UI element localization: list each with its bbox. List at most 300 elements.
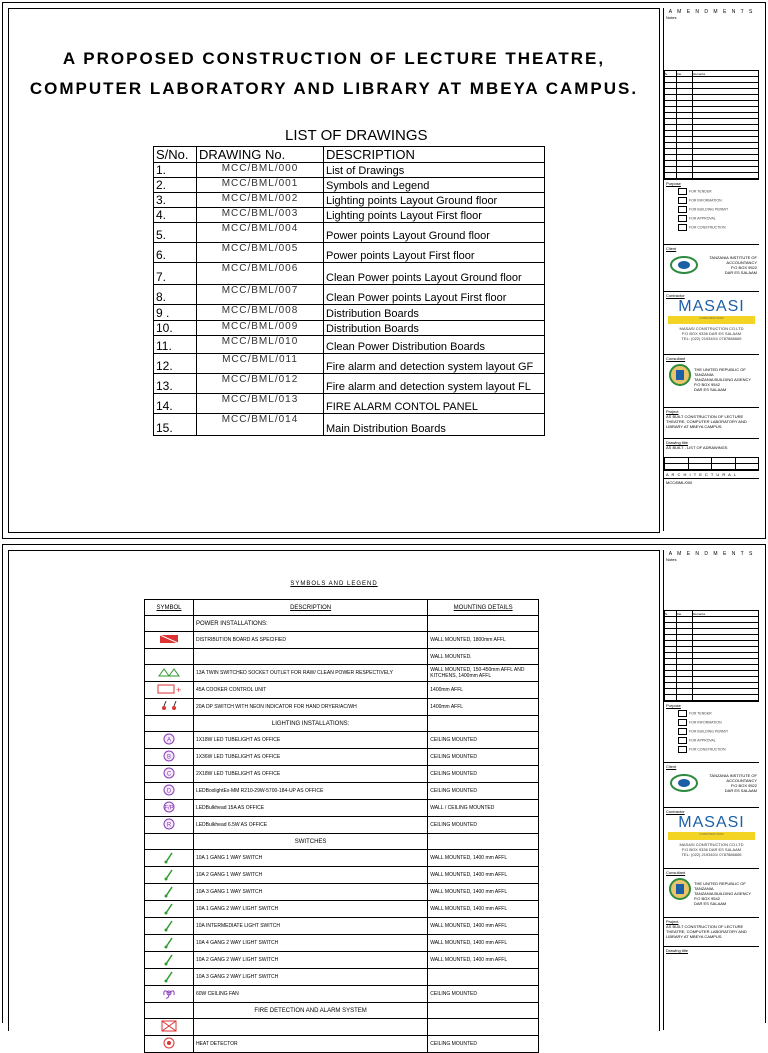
checkbox-icon[interactable]	[678, 719, 687, 726]
row-drawing-no: MCC/BML/001	[197, 178, 324, 193]
legend-mounting	[428, 1019, 539, 1036]
drawing-row	[154, 354, 545, 374]
purpose-item: FOR CONSTRUCTION	[689, 747, 726, 752]
contractor-logo-bar: CONSTRUCTION	[668, 316, 755, 324]
drawing-row	[154, 285, 545, 305]
legend-symbol-cell	[145, 834, 194, 850]
row-description: Distribution Boards	[324, 305, 545, 321]
drawing-title-label: Drawing title	[666, 948, 689, 953]
drawing-number: MCC/BML/000	[664, 478, 759, 486]
amendments-header: A M E N D M E N T S	[668, 9, 755, 15]
contractor-logo-bar: CONSTRUCTION	[668, 832, 755, 840]
drawing-title-value: AS BUILT - LIST OF ADRAWINGS	[666, 445, 728, 450]
client-city: DAR ES SALAAM	[724, 270, 757, 275]
svg-text:C: C	[166, 771, 172, 778]
legend-description: POWER INSTALLATIONS:	[193, 616, 427, 632]
legend-description: 2X18W LED TUBELIGHT AS OFFICE	[193, 766, 427, 783]
consultant-label: Consultant	[666, 356, 686, 361]
contractor-logo-text: MASASI	[678, 814, 745, 831]
purpose-item: FOR BUILDING PERMIT	[689, 207, 729, 212]
row-sno: 2.	[154, 178, 197, 193]
row-sno: 3.	[154, 193, 197, 208]
row-drawing-no: MCC/BML/006	[197, 263, 324, 285]
light-switch-icon	[156, 970, 182, 982]
row-description: Clean Power points Layout Ground floor	[324, 263, 545, 285]
drawing-border	[8, 8, 660, 533]
col-drawing-no: DRAWING No.	[197, 147, 324, 163]
legend-row	[145, 969, 539, 986]
rev-col-remarks: Remarks	[693, 71, 759, 77]
purpose-item: FOR APPROVAL	[689, 216, 716, 221]
light-switch-icon	[156, 953, 182, 965]
legend-row	[145, 766, 539, 783]
legend-mounting: WALL MOUNTED, 1400 mm AFFL	[428, 850, 539, 867]
legend-row	[145, 817, 539, 834]
col-mounting: MOUNTING DETAILS	[428, 600, 539, 616]
legend-description: 10A 1 GANG 2 WAY LIGHT SWITCH	[193, 901, 427, 918]
purpose-section	[664, 701, 759, 762]
purpose-item: FOR INFORMATION	[689, 198, 722, 203]
consultant-line: P.O BOX 9542	[694, 896, 720, 901]
socket-outlet-icon	[156, 666, 182, 678]
coat-of-arms-icon	[668, 877, 692, 901]
checkbox-icon[interactable]	[678, 188, 687, 195]
legend-row	[145, 632, 539, 649]
rev-col-no: N.	[665, 611, 677, 617]
drawing-row	[154, 321, 545, 336]
drawing-row	[154, 223, 545, 243]
client-city: DAR ES SALAAM	[724, 788, 757, 793]
svg-text:R: R	[166, 822, 172, 829]
amendments-header: A M E N D M E N T S	[668, 551, 755, 557]
legend-mounting: WALL MOUNTED.	[428, 649, 539, 665]
row-drawing-no: MCC/BML/012	[197, 374, 324, 394]
list-of-drawings-title: LIST OF DRAWINGS	[285, 127, 428, 144]
contractor-company: MASASI CONSTRUCTION CO.LTD	[679, 326, 744, 331]
consultant-line: TANZANIA BUILDING AGENCY	[694, 377, 752, 382]
purpose-item: FOR APPROVAL	[689, 738, 716, 743]
row-description: FIRE ALARM CONTOL PANEL	[324, 394, 545, 414]
light-switch-icon	[156, 902, 182, 914]
light-switch-icon	[156, 851, 182, 863]
row-description: Power points Layout Ground floor	[324, 223, 545, 243]
legend-mounting: 1400mm AFFL	[428, 682, 539, 699]
checkbox-icon[interactable]	[678, 728, 687, 735]
project-section	[664, 917, 759, 946]
legend-row	[145, 901, 539, 918]
row-drawing-no: MCC/BML/013	[197, 394, 324, 414]
row-drawing-no: MCC/BML/004	[197, 223, 324, 243]
legend-symbol-cell	[145, 986, 194, 1003]
row-drawing-no: MCC/BML/011	[197, 354, 324, 374]
legend-row	[145, 986, 539, 1003]
legend-mounting: WALL MOUNTED, 1400 mm AFFL	[428, 901, 539, 918]
client-section	[664, 762, 759, 807]
legend-row	[145, 935, 539, 952]
row-sno: 9 .	[154, 305, 197, 321]
legend-mounting: CEILING MOUNTED	[428, 783, 539, 800]
consultant-line: TANZANIA BUILDING AGENCY	[694, 891, 752, 896]
purpose-label: Purpose	[666, 703, 681, 708]
row-sno: 8.	[154, 285, 197, 305]
contractor-label: Contractor	[666, 293, 685, 298]
sign-table	[664, 457, 759, 470]
legend-symbol-cell	[145, 1019, 194, 1036]
legend-mounting: CEILING MOUNTED	[428, 732, 539, 749]
purpose-item: FOR CONSTRUCTION	[689, 225, 726, 230]
project-label: Project	[666, 409, 679, 414]
legend-symbol-cell	[145, 901, 194, 918]
legend-symbol-cell	[145, 699, 194, 716]
legend-row	[145, 732, 539, 749]
svg-text:+: +	[175, 685, 182, 695]
checkbox-icon[interactable]	[678, 206, 687, 213]
legend-description: 1X18W LED TUBELIGHT AS OFFICE	[193, 732, 427, 749]
project-text: AS BUILT CONSTRUCTION OF LECTURE THEATRE, COMPUTER LABORATORY AND LIBRARY AT MBEYA CAMPUS.	[666, 414, 747, 429]
legend-description: 10A 3 GANG 2 WAY LIGHT SWITCH	[193, 969, 427, 986]
checkbox-icon[interactable]	[678, 737, 687, 744]
contractor-section	[664, 291, 759, 354]
legend-mounting: WALL MOUNTED, 1400 mm AFFL	[428, 952, 539, 969]
drawing-title-section	[664, 438, 759, 457]
contractor-label: Contractor	[666, 809, 685, 814]
legend-description: 10A 4 GANG 2 WAY LIGHT SWITCH	[193, 935, 427, 952]
row-sno: 6.	[154, 243, 197, 263]
row-sno: 12.	[154, 354, 197, 374]
row-drawing-no: MCC/BML/003	[197, 208, 324, 223]
legend-description	[193, 1019, 427, 1036]
legend-symbol-cell	[145, 935, 194, 952]
luminaire-a-icon	[156, 733, 182, 745]
contractor-address: P.O BOX 9336 DAR ES SALAAM	[681, 331, 742, 336]
legend-symbol-cell	[145, 800, 194, 817]
rev-col-no: N.	[665, 71, 677, 77]
legend-description: DISTRIBUTION BOARD AS SPECIFIED	[193, 632, 427, 649]
row-sno: 4.	[154, 208, 197, 223]
light-switch-icon	[156, 919, 182, 931]
row-sno: 14.	[154, 394, 197, 414]
legend-row	[145, 649, 539, 665]
notes-label: Notes	[666, 557, 677, 562]
drawing-row	[154, 263, 545, 285]
revision-table	[664, 70, 759, 179]
legend-mounting: CEILING MOUNTED	[428, 766, 539, 783]
checkbox-icon[interactable]	[678, 215, 687, 222]
legend-mounting: 1400mm AFFL	[428, 699, 539, 716]
legend-mounting: WALL MOUNTED, 1800mm AFFL	[428, 632, 539, 649]
col-description: DESCRIPTION	[193, 600, 427, 616]
legend-symbol-cell	[145, 716, 194, 732]
legend-row	[145, 1036, 539, 1053]
client-label: Client	[666, 764, 677, 769]
light-switch-icon	[156, 868, 182, 880]
row-sno: 7.	[154, 263, 197, 285]
legend-symbol-cell	[145, 850, 194, 867]
cooker-control-icon	[156, 683, 182, 695]
title-block	[663, 8, 759, 531]
drawing-row	[154, 193, 545, 208]
drawings-table	[153, 146, 545, 436]
legend-mounting	[428, 969, 539, 986]
legend-mounting	[428, 616, 539, 632]
drawing-row	[154, 374, 545, 394]
svg-text:A: A	[166, 737, 171, 744]
legend-row	[145, 665, 539, 682]
legend-symbol-cell	[145, 783, 194, 800]
legend-description: SWITCHES	[193, 834, 427, 850]
purpose-item: FOR TENDER	[689, 189, 712, 194]
luminaire-b-icon	[156, 750, 182, 762]
legend-table	[144, 599, 539, 1053]
light-switch-icon	[156, 936, 182, 948]
row-drawing-no: MCC/BML/008	[197, 305, 324, 321]
legend-row	[145, 884, 539, 901]
row-description: Fire alarm and detection system layout GF	[324, 354, 545, 374]
discipline-label: A R C H I T E C T U R A L	[664, 470, 759, 478]
legend-row	[145, 716, 539, 732]
client-name: TANZANIA INSTITUTE OF ACCOUNTANCY	[709, 773, 757, 783]
luminaire-c-icon	[156, 767, 182, 779]
drawing-sheet-symbols-legend	[2, 544, 766, 1047]
legend-description: 13A TWIN SWITCHED SOCKET OUTLET FOR RAW/ CLEAN POWER RESPECTIVELY	[193, 665, 427, 682]
legend-description: FIRE DETECTION AND ALARM SYSTEM	[193, 1003, 427, 1019]
checkbox-icon[interactable]	[678, 224, 687, 231]
checkbox-icon[interactable]	[678, 197, 687, 204]
row-drawing-no: MCC/BML/010	[197, 336, 324, 354]
svg-text:B: B	[166, 754, 171, 761]
project-label: Project	[666, 919, 679, 924]
consultant-line: DAR ES SALAAM	[694, 901, 727, 906]
legend-symbol-cell	[145, 616, 194, 632]
row-drawing-no: MCC/BML/009	[197, 321, 324, 336]
legend-symbol-cell	[145, 732, 194, 749]
consultant-line: THE UNITED REPUBLIC OF TANZANIA	[694, 881, 746, 891]
legend-row	[145, 834, 539, 850]
legend-description: LEDBulkhead 6.5W AS OFFICE	[193, 817, 427, 834]
row-sno: 1.	[154, 163, 197, 178]
legend-symbol-cell	[145, 817, 194, 834]
legend-symbol-cell	[145, 952, 194, 969]
legend-symbol-cell	[145, 749, 194, 766]
row-drawing-no: MCC/BML/014	[197, 414, 324, 436]
legend-row	[145, 783, 539, 800]
dp-switch-icon	[156, 700, 182, 712]
legend-description: 60W CEILING FAN	[193, 986, 427, 1003]
drawing-row	[154, 394, 545, 414]
legend-symbol-cell	[145, 1036, 194, 1053]
drawing-row	[154, 178, 545, 193]
legend-symbol-cell	[145, 766, 194, 783]
legend-mounting: CEILING MOUNTED	[428, 1036, 539, 1053]
legend-mounting	[428, 834, 539, 850]
legend-symbol-cell	[145, 632, 194, 649]
row-drawing-no: MCC/BML/002	[197, 193, 324, 208]
row-drawing-no: MCC/BML/000	[197, 163, 324, 178]
notes-label: Notes	[666, 15, 677, 20]
drawing-sheet-list-of-drawings	[2, 2, 766, 539]
row-drawing-no: MCC/BML/005	[197, 243, 324, 263]
legend-mounting	[428, 716, 539, 732]
legend-symbol-cell	[145, 969, 194, 986]
consultant-section	[664, 868, 759, 917]
legend-row	[145, 616, 539, 632]
legend-description: LIGHTING INSTALLATIONS:	[193, 716, 427, 732]
legend-description: 10A INTERMEDIATE LIGHT SWITCH	[193, 918, 427, 935]
legend-description	[193, 649, 427, 665]
client-logo-icon	[670, 253, 698, 273]
row-description: List of Drawings	[324, 163, 545, 178]
consultant-label: Consultant	[666, 870, 686, 875]
distribution-board-icon	[156, 633, 182, 645]
legend-symbol-cell	[145, 682, 194, 699]
consultant-line: P.O BOX 9542	[694, 382, 720, 387]
luminaire-f-p-icon	[156, 801, 182, 813]
ceiling-fan-icon	[156, 987, 182, 999]
drawing-border	[8, 550, 660, 1047]
legend-symbol-cell	[145, 884, 194, 901]
purpose-item: FOR TENDER	[689, 711, 712, 716]
legend-mounting: WALL / CEILING MOUNTED	[428, 800, 539, 817]
row-sno: 15.	[154, 414, 197, 436]
client-logo-icon	[670, 771, 698, 791]
checkbox-icon[interactable]	[678, 710, 687, 717]
contractor-address: P.O BOX 9336 DAR ES SALAAM	[681, 847, 742, 852]
consultant-line: THE UNITED REPUBLIC OF TANZANIA	[694, 367, 746, 377]
purpose-item: FOR INFORMATION	[689, 720, 722, 725]
legend-symbol-cell	[145, 867, 194, 884]
row-description: Distribution Boards	[324, 321, 545, 336]
checkbox-icon[interactable]	[678, 746, 687, 753]
legend-description: 20A DP SWITCH WITH NEON INDICATOR FOR HAND DRYER/AC/WH	[193, 699, 427, 716]
revision-table	[664, 610, 759, 701]
contractor-logo-text: MASASI	[678, 298, 745, 315]
legend-mounting: WALL MOUNTED, 1400 mm AFFL	[428, 918, 539, 935]
client-address: P.O BOX 9522	[731, 783, 757, 788]
drawing-row	[154, 336, 545, 354]
legend-description: 45A COOKER CONTROL UNIT	[193, 682, 427, 699]
purpose-section	[664, 179, 759, 244]
consultant-section	[664, 354, 759, 407]
svg-text:F/P: F/P	[164, 805, 174, 812]
project-title-line1: A PROPOSED CONSTRUCTION OF LECTURE THEATRE,	[62, 49, 606, 68]
drawing-title-section	[664, 946, 759, 965]
legend-mounting: CEILING MOUNTED	[428, 749, 539, 766]
light-switch-icon	[156, 885, 182, 897]
legend-row	[145, 749, 539, 766]
legend-mounting: WALL MOUNTED, 1400 mm AFFL	[428, 867, 539, 884]
contractor-company: MASASI CONSTRUCTION CO.LTD	[679, 842, 744, 847]
heat-detector-icon	[156, 1037, 182, 1049]
contractor-phone: TEL: (022) 2193401/ 0787886665	[681, 852, 742, 857]
title-block	[663, 550, 759, 1030]
svg-text:D: D	[166, 788, 172, 795]
row-description: Lighting points Layout First floor	[324, 208, 545, 223]
legend-mounting	[428, 1003, 539, 1019]
row-description: Clean Power points Layout First floor	[324, 285, 545, 305]
consultant-line: DAR ES SALAAM	[694, 387, 727, 392]
legend-row	[145, 800, 539, 817]
row-sno: 10.	[154, 321, 197, 336]
row-sno: 13.	[154, 374, 197, 394]
client-label: Client	[666, 246, 677, 251]
legend-description: 10A 2 GANG 1 WAY SWITCH	[193, 867, 427, 884]
contractor-phone: TEL: (022) 2193401/ 0787886665	[681, 336, 742, 341]
coat-of-arms-icon	[668, 363, 692, 387]
rev-col-date: Dte	[676, 71, 693, 77]
drawing-row	[154, 163, 545, 178]
legend-row	[145, 682, 539, 699]
row-description: Main Distribution Boards	[324, 414, 545, 436]
rev-col-remarks: Remarks	[693, 611, 759, 617]
col-description: DESCRIPTION	[324, 147, 545, 163]
project-section	[664, 407, 759, 438]
legend-row	[145, 1019, 539, 1036]
legend-mounting: WALL MOUNTED, 1400 mm AFFL	[428, 884, 539, 901]
client-name: TANZANIA INSTITUTE OF ACCOUNTANCY	[709, 255, 757, 265]
legend-row	[145, 1003, 539, 1019]
purpose-label: Purpose	[666, 181, 681, 186]
legend-mounting: CEILING MOUNTED	[428, 817, 539, 834]
row-description: Clean Power Distribution Boards	[324, 336, 545, 354]
col-symbol: SYMBOL	[145, 600, 194, 616]
legend-symbol-cell	[145, 1003, 194, 1019]
luminaire-r-icon	[156, 818, 182, 830]
client-address: P.O BOX 9522	[731, 265, 757, 270]
legend-symbol-cell	[145, 665, 194, 682]
row-description: Symbols and Legend	[324, 178, 545, 193]
row-description: Power points Layout First floor	[324, 243, 545, 263]
row-sno: 5.	[154, 223, 197, 243]
legend-row	[145, 699, 539, 716]
legend-symbol-cell	[145, 918, 194, 935]
purpose-item: FOR BUILDING PERMIT	[689, 729, 729, 734]
row-description: Fire alarm and detection system layout FL	[324, 374, 545, 394]
legend-description: 10A 2 GANG 2 WAY LIGHT SWITCH	[193, 952, 427, 969]
legend-row	[145, 918, 539, 935]
legend-description: 10A 3 GANG 1 WAY SWITCH	[193, 884, 427, 901]
legend-row	[145, 850, 539, 867]
row-sno: 11.	[154, 336, 197, 354]
drawing-title-label: Drawing title	[666, 440, 689, 445]
project-text: AS BUILT CONSTRUCTION OF LECTURE THEATRE, COMPUTER LABORATORY AND LIBRARY AT MBEYA CAMPUS.	[666, 924, 747, 939]
legend-row	[145, 867, 539, 884]
project-title-line2: COMPUTER LABORATORY AND LIBRARY AT MBEYA CAMPUS.	[29, 79, 639, 98]
contractor-section	[664, 807, 759, 868]
legend-mounting: CEILING MOUNTED	[428, 986, 539, 1003]
legend-description: 10A 1 GANG 1 WAY SWITCH	[193, 850, 427, 867]
drawing-row	[154, 208, 545, 223]
legend-title: SYMBOLS AND LEGEND	[290, 581, 378, 587]
legend-description: LEDBulkhead 15A AS OFFICE	[193, 800, 427, 817]
drawing-row	[154, 243, 545, 263]
legend-description: HEAT DETECTOR	[193, 1036, 427, 1053]
row-drawing-no: MCC/BML/007	[197, 285, 324, 305]
fire-alarm-panel-icon	[156, 1020, 182, 1032]
legend-row	[145, 952, 539, 969]
legend-description: LEDBoxlightEx-MM R210-29W-5700-184-UP AS OFFICE	[193, 783, 427, 800]
rev-col-date: Dte	[676, 611, 693, 617]
legend-mounting: WALL MOUNTED, 1400 mm AFFL	[428, 935, 539, 952]
row-description: Lighting points Layout Ground floor	[324, 193, 545, 208]
legend-symbol-cell	[145, 649, 194, 665]
luminaire-d-icon	[156, 784, 182, 796]
legend-mounting: WALL MOUNTED, 150-450mm AFFL AND KITCHENS, 1400mm AFFL	[428, 665, 539, 682]
legend-description: 1X36W LED TUBELIGHT AS OFFICE	[193, 749, 427, 766]
drawing-row	[154, 305, 545, 321]
col-sno: S/No.	[154, 147, 197, 163]
drawing-row	[154, 414, 545, 436]
client-section	[664, 244, 759, 291]
